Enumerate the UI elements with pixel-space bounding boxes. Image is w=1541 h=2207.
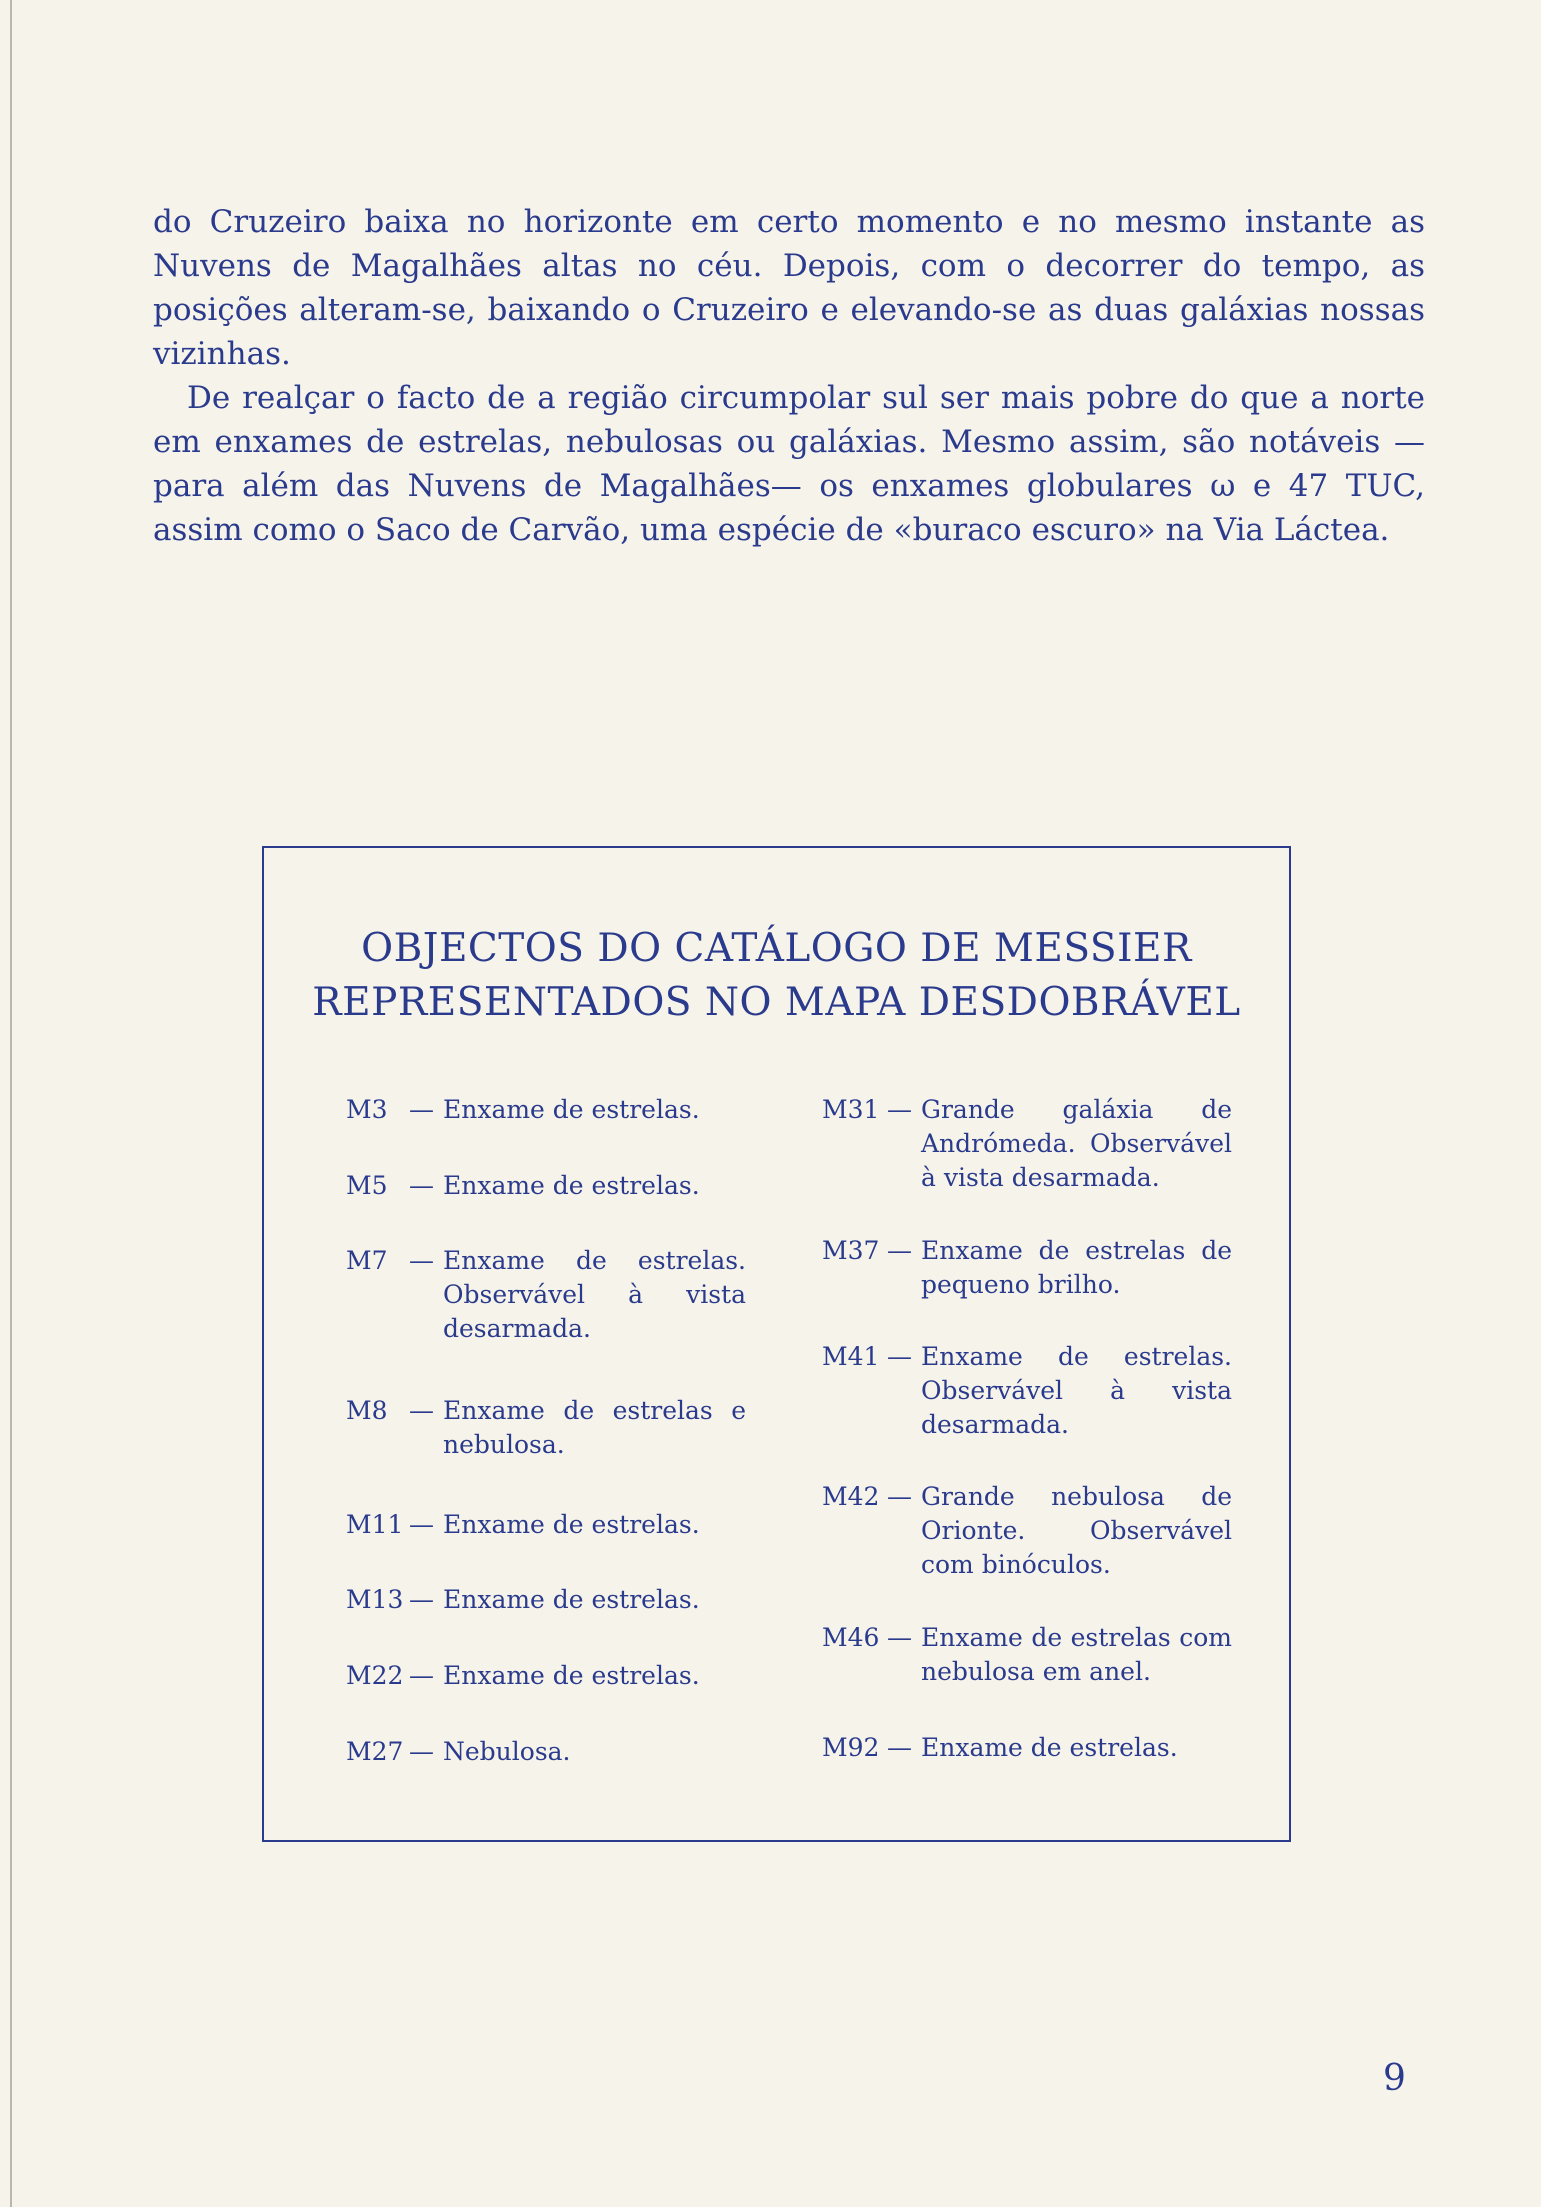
entry-code: M7 — [346, 1246, 388, 1275]
entry-desc: Enxame de estrelas. — [443, 1585, 700, 1614]
entry-desc: Enxame de estrelas de pequeno brilho. — [921, 1236, 1232, 1299]
entry-desc: Enxame de estrelas. — [443, 1510, 700, 1539]
entry-dash: — — [887, 1623, 912, 1652]
entry-m5 — [346, 1169, 746, 1203]
body-text — [153, 200, 1425, 552]
entry-m22 — [346, 1659, 746, 1693]
entry-desc: Enxame de estrelas. — [443, 1171, 700, 1200]
entry-dash: — — [409, 1095, 434, 1124]
entry-desc: Enxame de estrelas e nebulosa. — [443, 1396, 746, 1459]
entry-code: M3 — [346, 1095, 388, 1124]
entry-m42 — [822, 1480, 1232, 1582]
entry-code: M5 — [346, 1171, 388, 1200]
entry-m41 — [822, 1340, 1232, 1442]
entry-m27 — [346, 1735, 746, 1769]
entry-code: M27 — [346, 1737, 404, 1766]
entry-desc: Grande galáxia de Andrómeda. Observável à vista desarmada. — [921, 1095, 1232, 1192]
entry-code: M13 — [346, 1585, 404, 1614]
entry-code: M37 — [822, 1236, 880, 1265]
entry-desc: Grande nebulosa de Orionte. Observável com binóculos. — [921, 1482, 1232, 1579]
box-title-line-1: OBJECTOS DO CATÁLOGO DE MESSIER — [361, 926, 1192, 971]
entry-desc: Enxame de estrelas com nebulosa em anel. — [921, 1623, 1232, 1686]
entry-code: M42 — [822, 1482, 880, 1511]
entry-dash: — — [409, 1737, 434, 1766]
entry-dash: — — [409, 1246, 434, 1275]
entry-desc: Enxame de estrelas. — [921, 1733, 1178, 1762]
entry-desc: Enxame de estrelas. — [443, 1661, 700, 1690]
page-edge — [10, 0, 12, 2207]
page-number: 9 — [1383, 2058, 1406, 2099]
box-title — [264, 922, 1289, 1030]
entry-dash: — — [409, 1510, 434, 1539]
entry-m31 — [822, 1093, 1232, 1195]
box-title-line-2: REPRESENTADOS NO MAPA DESDOBRÁVEL — [312, 980, 1241, 1025]
entry-code: M31 — [822, 1095, 880, 1124]
entry-m92 — [822, 1731, 1232, 1765]
entry-code: M92 — [822, 1733, 880, 1762]
entry-dash: — — [887, 1482, 912, 1511]
entry-dash: — — [409, 1171, 434, 1200]
entry-m13 — [346, 1583, 746, 1617]
entry-dash: — — [409, 1585, 434, 1614]
entry-m3 — [346, 1093, 746, 1127]
entry-dash: — — [887, 1095, 912, 1124]
entry-dash: — — [887, 1236, 912, 1265]
entry-m7 — [346, 1244, 746, 1346]
entry-desc: Enxame de estrelas. Observável à vista desarmada. — [443, 1246, 746, 1343]
entry-code: M41 — [822, 1342, 880, 1371]
entry-desc: Enxame de estrelas. Observável à vista desarmada. — [921, 1342, 1232, 1439]
entry-dash: — — [887, 1342, 912, 1371]
entry-m46 — [822, 1621, 1232, 1689]
entry-code: M8 — [346, 1396, 388, 1425]
entry-dash: — — [409, 1396, 434, 1425]
entry-m37 — [822, 1234, 1232, 1302]
entry-code: M11 — [346, 1510, 404, 1539]
entry-m11 — [346, 1508, 746, 1542]
entry-dash: — — [409, 1661, 434, 1690]
entry-desc: Nebulosa. — [443, 1737, 571, 1766]
paragraph-2: De realçar o facto de a região circumpolar sul ser mais pobre do que a norte em enxames de estrelas, nebulosas ou galáxias. Mesmo assim, são notáveis —para além das Nuvens de Magalhães— os enxames globulares ω e 47 TUC, assim como o Saco de Carvão, uma espécie de «buraco escuro» na Via Láctea. — [153, 380, 1425, 548]
entry-dash: — — [887, 1733, 912, 1762]
paragraph-1: do Cruzeiro baixa no horizonte em certo momento e no mesmo instante as Nuvens de Magalhães altas no céu. Depois, com o decorrer do tempo, as posições alteram-se, baixando o Cruzeiro e elevando-se as duas galáxias nossas vizinhas. — [153, 204, 1425, 372]
messier-catalog-box — [262, 846, 1291, 1842]
entry-code: M46 — [822, 1623, 880, 1652]
entry-desc: Enxame de estrelas. — [443, 1095, 700, 1124]
entry-code: M22 — [346, 1661, 404, 1690]
entry-m8 — [346, 1394, 746, 1462]
